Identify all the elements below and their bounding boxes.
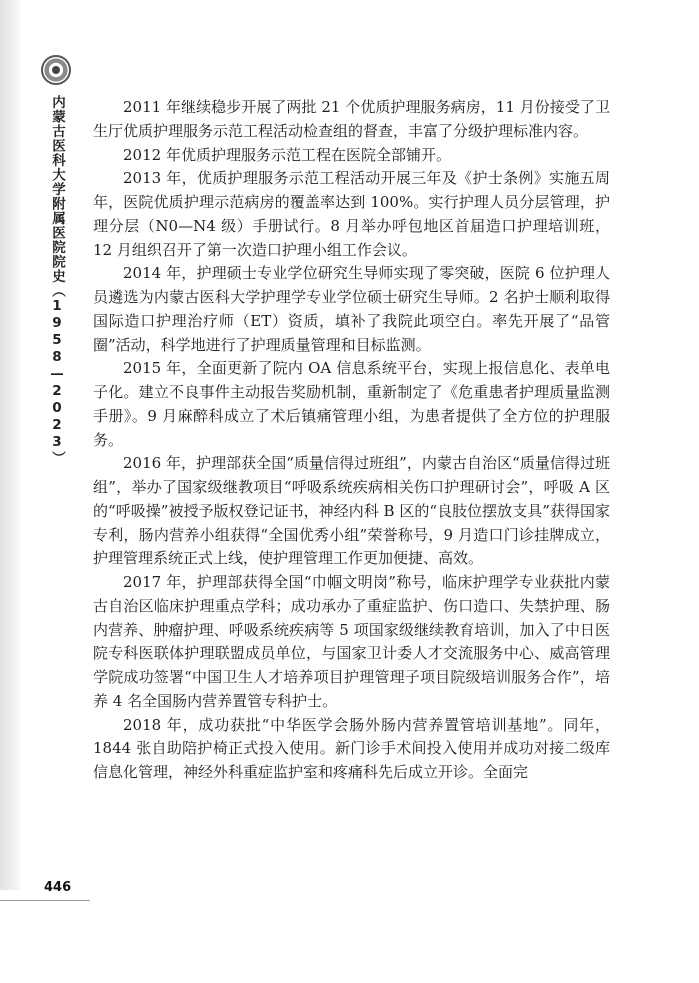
paragraph-2014: 2014 年，护理硕士专业学位研究生导师实现了零突破，医院 6 位护理人员遴选为内蒙古医科大学护理学专业学位硕士研究生导师。2 名护士顺利取得国际造口护理治疗师（ET）资质，填补了我院此项空白。率先开展了“品管圈”活动，科学地进行了护理质量管理和目标监测。 <box>93 264 610 354</box>
sidebar-shade <box>0 0 22 890</box>
paragraph-2011: 2011 年继续稳步开展了两批 21 个优质护理服务病房，11 月份接受了卫生厅优质护理服务示范工程活动检查组的督查，丰富了分级护理标准内容。 <box>93 98 610 140</box>
page-number: 446 <box>44 880 72 895</box>
paragraph-2017: 2017 年，护理部获得全国“巾帼文明岗”称号，临床护理学专业获批内蒙古自治区临床护理重点学科；成功承办了重症监护、伤口造口、失禁护理、肠内营养、肿瘤护理、呼吸系统疾病等 5 项国家级继续教育培训，加入了中日医院专科医联体护理联盟成员单位，与国家卫计委人才交流服务中心、威高管理学院成功签署“中国卫生人才培养项目护理管理子项目院级培训服务合作”，培养 4 名全国肠内营养置管专科护士。 <box>93 573 610 710</box>
paragraph-2018: 2018 年，成功获批“中华医学会肠外肠内营养置管培训基地”。同年，1844 张自助陪护椅正式投入使用。新门诊手术间投入使用并成功对接二级库信息化管理，神经外科重症监护室和疼痛科先后成立开诊。全面完 <box>93 715 610 781</box>
paragraph-2012: 2012 年优质护理服务示范工程在医院全部铺开。 <box>123 145 451 164</box>
paragraph-2016: 2016 年，护理部获全国“质量信得过班组”，内蒙古自治区“质量信得过班组”，举办了国家级继教项目“呼吸系统疾病相关伤口护理研讨会”，呼吸 A 区的“呼吸操”被授予版权登记证书，神经内科 B 区的“良肢位摆放支具”获得国家专利，肠内营养小组获得“全国优秀小组”荣誉称号，9 月造口门诊挂牌成立，护理管理系统正式上线，使护理管理工作更加便捷、高效。 <box>93 454 610 568</box>
body-text <box>93 96 610 785</box>
emblem-center <box>52 66 60 74</box>
page-sidebar <box>0 0 90 983</box>
paragraph-2013: 2013 年，优质护理服务示范工程活动开展三年及《护士条例》实施五周年，医院优质护理示范病房的覆盖率达到 100%。实行护理人员分层管理，护理分层（N0—N4 级）手册试行。8 月举办呼包地区首届造口护理培训班，12 月组织召开了第一次造口护理小组工作会议。 <box>93 169 610 259</box>
paragraph-2015: 2015 年，全面更新了院内 OA 信息系统平台，实现上报信息化、表单电子化。建立不良事件主动报告奖励机制，重新制定了《危重患者护理质量监测手册》。9 月麻醉科成立了术后镇痛管理小组，为患者提供了全方位的护理服务。 <box>93 359 610 449</box>
page-number-rule <box>0 900 90 901</box>
university-emblem-icon <box>41 55 71 85</box>
book-title: 内蒙古医科大学附属医院院史（1958—2023） <box>49 95 65 466</box>
